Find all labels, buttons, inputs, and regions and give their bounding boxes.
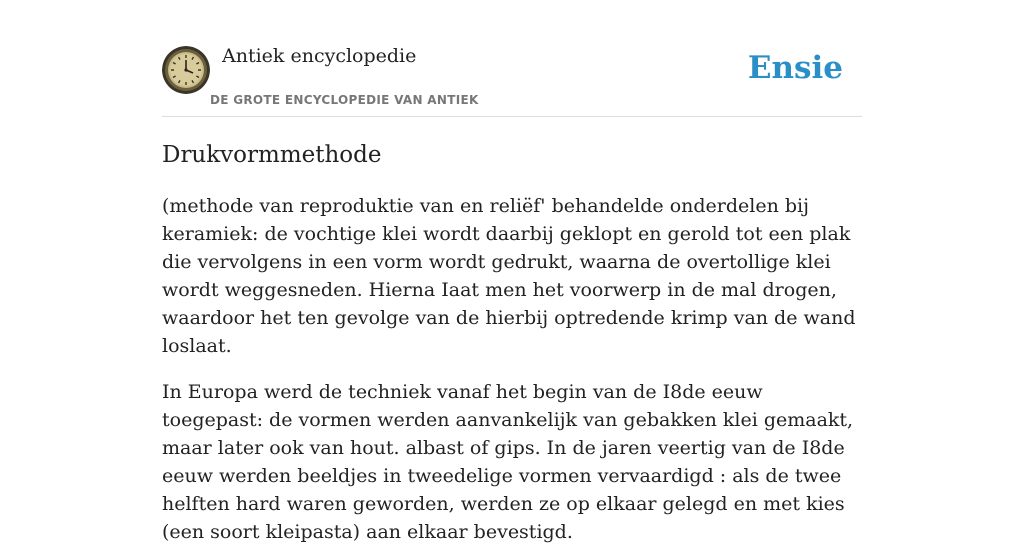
article-paragraph: (methode van reproduktie van en reliëf' behandelde onderdelen bij keramiek: de vochtige klei wordt daarbij geklopt en gerold tot een plak die vervolgens in een vorm wordt gedrukt, waarna de overtollige klei wordt weggesneden. Hierna Iaat men het voorwerp in de mal drogen, waardoor het ten gevolge van de hierbij optredende krimp van de wand loslaat.	[162, 195, 856, 357]
article	[162, 140, 862, 546]
ensie-logo-link[interactable]: Ensie	[747, 50, 843, 86]
article-paragraph: In Europa werd de techniek vanaf het begin van de I8de eeuw toegepast: de vormen werden aanvankelijk van gebakken klei gemaakt, maar later ook van hout. albast of gips. In de jaren veertig van de I8de eeuw werden beeldjes in tweedelige vormen vervaardigd : als de twee helften hard waren geworden, werden ze op elkaar gelegd en met kies (een soort kleipasta) aan elkaar bevestigd.	[162, 381, 854, 543]
site-header	[162, 0, 862, 117]
antique-clock-icon[interactable]	[162, 46, 210, 94]
site-title[interactable]: Antiek encyclopedie	[222, 45, 417, 67]
site-subtitle: DE GROTE ENCYCLOPEDIE VAN ANTIEK	[210, 93, 479, 107]
page-title: Drukvormmethode	[162, 142, 382, 168]
